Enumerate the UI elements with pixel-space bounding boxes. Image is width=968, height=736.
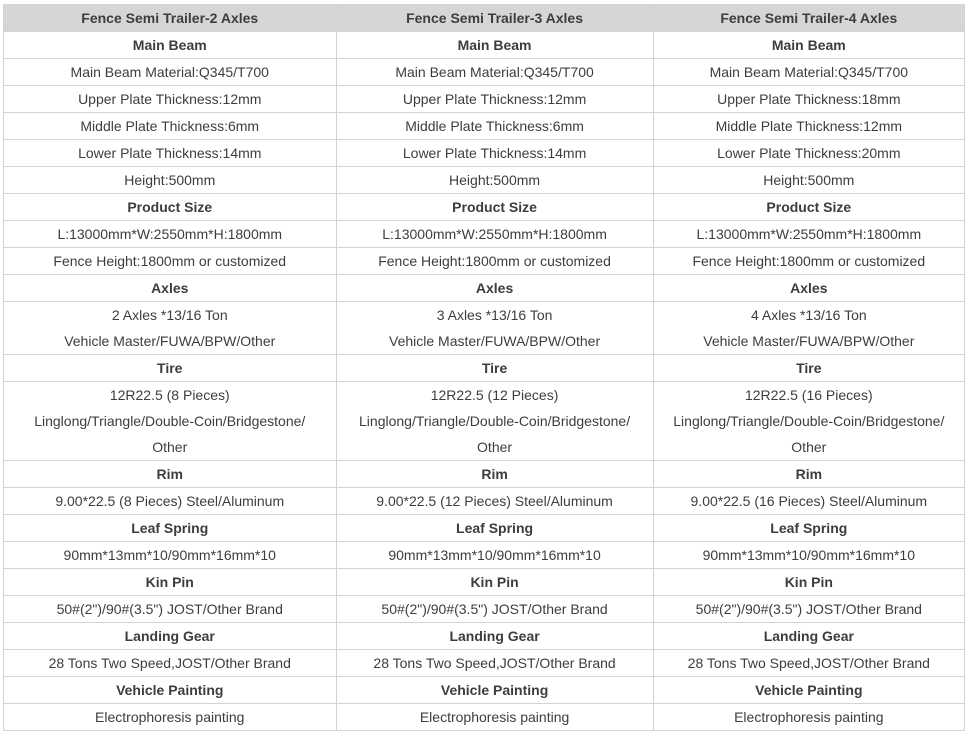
section-row-kin-pin	[4, 569, 965, 596]
section-cell	[653, 194, 964, 221]
value-row-lower-plate-thickness-14mm	[4, 140, 965, 167]
cell-line: Linglong/Triangle/Double-Coin/Bridgestone/	[673, 413, 945, 429]
section-row-tire	[4, 355, 965, 382]
cell-line: Product Size	[127, 199, 213, 215]
cell-line: Middle Plate Thickness:6mm	[80, 118, 260, 134]
value-cell	[653, 488, 964, 515]
cell-line: Tire	[157, 360, 183, 376]
section-cell	[4, 515, 337, 542]
cell-line: Vehicle Painting	[440, 682, 549, 698]
cell-line: Landing Gear	[763, 628, 854, 644]
cell-line: Rim	[481, 466, 508, 482]
fence-semi-trailer-spec-table	[3, 4, 965, 731]
cell-line: Other	[791, 439, 827, 455]
cell-line: Linglong/Triangle/Double-Coin/Bridgestone/	[34, 413, 306, 429]
cell-line: L:13000mm*W:2550mm*H:1800mm	[57, 226, 283, 242]
cell-line: Leaf Spring	[456, 520, 534, 536]
column-header-fence-semi-trailer-2-axles: Fence Semi Trailer-2 Axles	[4, 5, 337, 32]
value-cell	[653, 650, 964, 677]
section-row-axles	[4, 275, 965, 302]
cell-line: 12R22.5 (8 Pieces)	[109, 387, 230, 403]
value-cell	[653, 596, 964, 623]
value-row-middle-plate-thickness-6mm	[4, 113, 965, 140]
value-cell	[4, 248, 337, 275]
section-cell	[653, 677, 964, 704]
cell-line: Upper Plate Thickness:12mm	[402, 91, 587, 107]
value-cell	[336, 113, 653, 140]
section-cell	[336, 275, 653, 302]
value-row-main-beam-material-q345-t700	[4, 59, 965, 86]
value-cell	[653, 167, 964, 194]
cell-line: Lower Plate Thickness:20mm	[717, 145, 901, 161]
value-cell	[4, 488, 337, 515]
value-cell	[653, 221, 964, 248]
section-cell	[653, 355, 964, 382]
cell-line: Axles	[790, 280, 828, 296]
section-cell	[653, 32, 964, 59]
value-cell	[653, 302, 964, 355]
value-cell	[336, 302, 653, 355]
section-row-leaf-spring	[4, 515, 965, 542]
section-cell	[4, 275, 337, 302]
cell-line: 28 Tons Two Speed,JOST/Other Brand	[373, 655, 616, 671]
section-cell	[336, 32, 653, 59]
cell-line: Other	[152, 439, 188, 455]
cell-line: Main Beam Material:Q345/T700	[395, 64, 594, 80]
cell-line: Middle Plate Thickness:12mm	[715, 118, 903, 134]
value-cell	[4, 704, 337, 731]
value-cell	[4, 302, 337, 355]
value-cell	[4, 650, 337, 677]
value-cell	[336, 704, 653, 731]
cell-line: 4 Axles *13/16 Ton	[750, 307, 867, 323]
cell-line: Lower Plate Thickness:14mm	[78, 145, 262, 161]
value-cell	[4, 596, 337, 623]
value-row-12r22-5-8-pieces	[4, 382, 965, 461]
value-cell	[653, 86, 964, 113]
cell-line: Height:500mm	[449, 172, 541, 188]
value-cell	[4, 140, 337, 167]
cell-line: Axles	[475, 280, 514, 296]
value-cell	[336, 167, 653, 194]
cell-line: Kin Pin	[784, 574, 833, 590]
value-cell	[653, 140, 964, 167]
value-cell	[653, 59, 964, 86]
value-row-height-500mm	[4, 167, 965, 194]
cell-line: Product Size	[452, 199, 537, 215]
cell-line: Main Beam	[771, 37, 846, 53]
cell-line: 50#(2")/90#(3.5") JOST/Other Brand	[695, 601, 922, 617]
cell-line: Vehicle Painting	[755, 682, 863, 698]
section-cell	[4, 194, 337, 221]
section-cell	[4, 677, 337, 704]
value-cell	[653, 248, 964, 275]
value-row-50-2-90-3-5-jost-other-brand	[4, 596, 965, 623]
cell-line: Main Beam Material:Q345/T700	[709, 64, 909, 80]
value-cell	[4, 542, 337, 569]
value-cell	[4, 59, 337, 86]
cell-line: Middle Plate Thickness:6mm	[405, 118, 584, 134]
cell-line: Electrophoresis painting	[95, 709, 245, 725]
cell-line: Vehicle Master/FUWA/BPW/Other	[389, 333, 601, 349]
cell-line: Vehicle Master/FUWA/BPW/Other	[703, 333, 915, 349]
column-header-fence-semi-trailer-4-axles: Fence Semi Trailer-4 Axles	[653, 5, 964, 32]
value-cell	[4, 221, 337, 248]
section-cell	[336, 461, 653, 488]
cell-line: Main Beam	[132, 37, 207, 53]
cell-line: Vehicle Master/FUWA/BPW/Other	[64, 333, 276, 349]
cell-line: Landing Gear	[449, 628, 540, 644]
cell-line: Axles	[151, 280, 189, 296]
value-cell	[653, 382, 964, 461]
value-row-electrophoresis-painting	[4, 704, 965, 731]
value-row-fence-height-1800mm-or-customized	[4, 248, 965, 275]
section-cell	[336, 515, 653, 542]
cell-line: 2 Axles *13/16 Ton	[111, 307, 228, 323]
value-row-28-tons-two-speed-jost-other-brand	[4, 650, 965, 677]
cell-line: 90mm*13mm*10/90mm*16mm*10	[63, 547, 276, 563]
cell-line: Fence Height:1800mm or customized	[692, 253, 926, 269]
value-cell	[336, 596, 653, 623]
section-row-product-size	[4, 194, 965, 221]
cell-line: 9.00*22.5 (12 Pieces) Steel/Aluminum	[376, 493, 613, 509]
value-cell	[336, 221, 653, 248]
cell-line: Kin Pin	[470, 574, 519, 590]
cell-line: Fence Height:1800mm or customized	[378, 253, 611, 269]
value-cell	[653, 113, 964, 140]
value-cell	[653, 542, 964, 569]
section-row-vehicle-painting	[4, 677, 965, 704]
cell-line: Height:500mm	[124, 172, 216, 188]
cell-line: Electrophoresis painting	[419, 709, 570, 725]
value-row-90mm-13mm-10-90mm-16mm-10	[4, 542, 965, 569]
value-cell	[4, 113, 337, 140]
section-cell	[336, 569, 653, 596]
section-cell	[4, 355, 337, 382]
cell-line: 90mm*13mm*10/90mm*16mm*10	[702, 547, 916, 563]
cell-line: 3 Axles *13/16 Ton	[436, 307, 553, 323]
cell-line: Height:500mm	[763, 172, 855, 188]
value-cell	[4, 167, 337, 194]
value-cell	[4, 382, 337, 461]
value-row-upper-plate-thickness-12mm	[4, 86, 965, 113]
section-row-landing-gear	[4, 623, 965, 650]
cell-line: Tire	[481, 360, 508, 376]
section-cell	[336, 623, 653, 650]
cell-line: 28 Tons Two Speed,JOST/Other Brand	[48, 655, 291, 671]
cell-line: Fence Height:1800mm or customized	[53, 253, 287, 269]
cell-line: Rim	[156, 466, 183, 482]
cell-line: Upper Plate Thickness:18mm	[717, 91, 901, 107]
section-row-main-beam	[4, 32, 965, 59]
value-cell	[336, 59, 653, 86]
cell-line: 90mm*13mm*10/90mm*16mm*10	[388, 547, 601, 563]
section-cell	[653, 623, 964, 650]
cell-line: 9.00*22.5 (8 Pieces) Steel/Aluminum	[55, 493, 285, 509]
value-row-l-13000mm-w-2550mm-h-1800mm	[4, 221, 965, 248]
value-cell	[4, 86, 337, 113]
cell-line: Electrophoresis painting	[734, 709, 884, 725]
cell-line: L:13000mm*W:2550mm*H:1800mm	[382, 226, 607, 242]
cell-line: L:13000mm*W:2550mm*H:1800mm	[696, 226, 922, 242]
value-cell	[336, 248, 653, 275]
column-header-row	[4, 5, 965, 32]
value-row-2-axles-13-16-ton	[4, 302, 965, 355]
cell-line: Lower Plate Thickness:14mm	[402, 145, 587, 161]
section-row-rim	[4, 461, 965, 488]
section-cell	[336, 677, 653, 704]
section-cell	[4, 623, 337, 650]
section-cell	[4, 569, 337, 596]
cell-line: Rim	[795, 466, 823, 482]
cell-line: 12R22.5 (16 Pieces)	[744, 387, 873, 403]
cell-line: Other	[477, 439, 513, 455]
cell-line: 9.00*22.5 (16 Pieces) Steel/Aluminum	[690, 493, 928, 509]
cell-line: Leaf Spring	[770, 520, 848, 536]
cell-line: Vehicle Painting	[116, 682, 224, 698]
cell-line: Main Beam Material:Q345/T700	[70, 64, 269, 80]
section-cell	[653, 569, 964, 596]
section-cell	[336, 355, 653, 382]
value-cell	[336, 650, 653, 677]
value-cell	[336, 488, 653, 515]
value-cell	[653, 704, 964, 731]
value-row-9-00-22-5-8-pieces-steel-aluminum	[4, 488, 965, 515]
value-cell	[336, 542, 653, 569]
cell-line: 28 Tons Two Speed,JOST/Other Brand	[687, 655, 930, 671]
section-cell	[4, 32, 337, 59]
cell-line: Landing Gear	[124, 628, 215, 644]
cell-line: Product Size	[766, 199, 852, 215]
cell-line: Upper Plate Thickness:12mm	[78, 91, 262, 107]
section-cell	[4, 461, 337, 488]
section-cell	[653, 515, 964, 542]
value-cell	[336, 86, 653, 113]
cell-line: Tire	[796, 360, 822, 376]
section-cell	[653, 275, 964, 302]
cell-line: 50#(2")/90#(3.5") JOST/Other Brand	[381, 601, 608, 617]
cell-line: Main Beam	[457, 37, 532, 53]
cell-line: 50#(2")/90#(3.5") JOST/Other Brand	[56, 601, 283, 617]
cell-line: Linglong/Triangle/Double-Coin/Bridgestone/	[359, 413, 631, 429]
section-cell	[336, 194, 653, 221]
cell-line: 12R22.5 (12 Pieces)	[430, 387, 559, 403]
value-cell	[336, 140, 653, 167]
cell-line: Kin Pin	[145, 574, 194, 590]
column-header-fence-semi-trailer-3-axles: Fence Semi Trailer-3 Axles	[336, 5, 653, 32]
section-cell	[653, 461, 964, 488]
cell-line: Leaf Spring	[131, 520, 209, 536]
value-cell	[336, 382, 653, 461]
